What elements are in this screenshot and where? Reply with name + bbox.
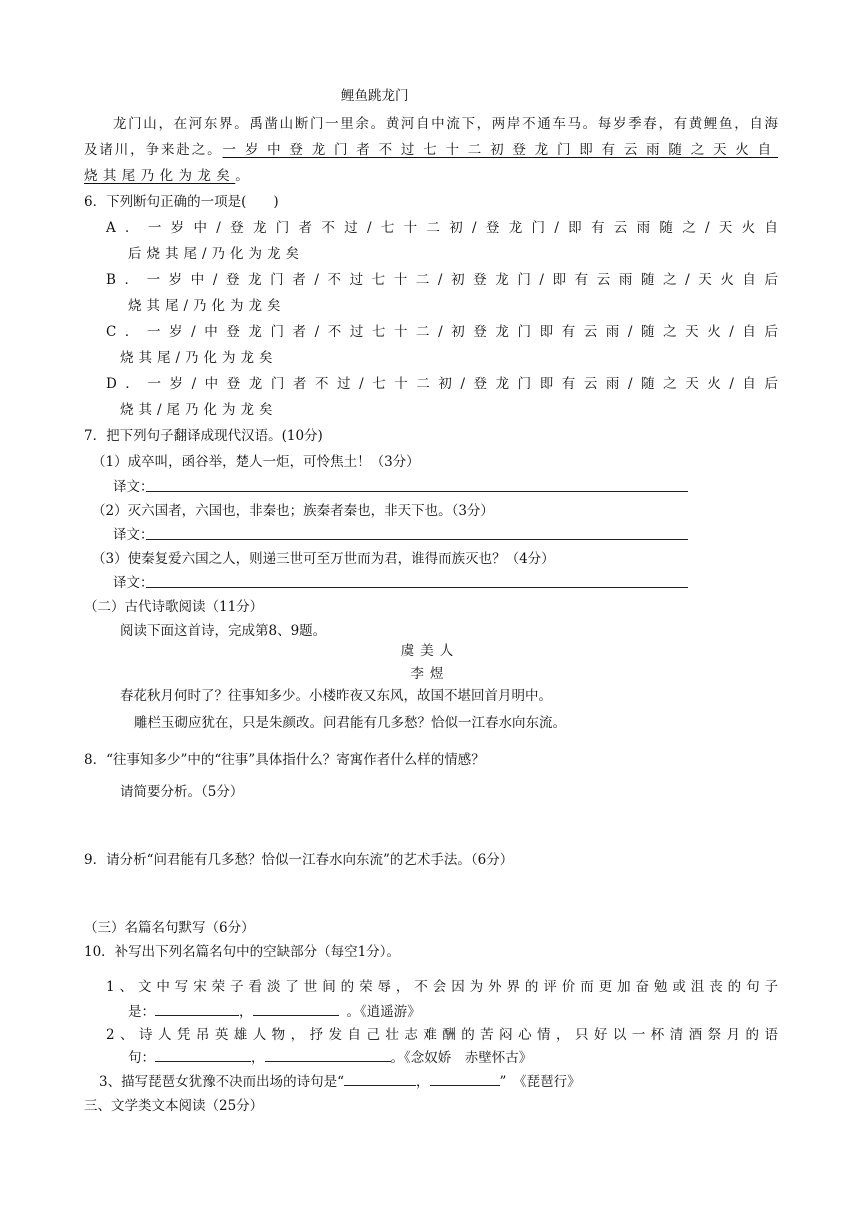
q7-item-3: （3）使秦复爱六国之人，则递三世可至万世而为君，谁得而族灭也？（4分） <box>92 551 555 567</box>
q10-item-2-suffix: 。《念奴娇 赤壁怀古》 <box>390 1050 533 1066</box>
q10-item-2-blank-2[interactable] <box>265 1049 391 1062</box>
section-3-heading: 三、文学类文本阅读（25分） <box>84 1098 264 1114</box>
q6-option-a-line2: 后烧其尾/乃化为龙矣 <box>128 246 305 262</box>
q10-item-2-blank-1[interactable] <box>155 1049 251 1062</box>
q6-option-c-line2: 烧其尾/乃化为龙矣 <box>120 350 278 366</box>
q7-item-2-label: 译文： <box>113 527 154 543</box>
q7-item-3-label: 译文： <box>113 575 154 591</box>
poem-title: 虞美人 <box>400 643 460 659</box>
poem-line-2: 雕栏玉砌应犹在，只是朱颜改。问君能有几多愁？恰似一江春水向东流。 <box>134 715 566 731</box>
q10-item-2-comma: ， <box>251 1050 265 1066</box>
q10-item-3-comma: ， <box>416 1074 430 1090</box>
q10-item-3-blank-1[interactable] <box>344 1073 416 1086</box>
poem-author: 李煜 <box>410 666 450 682</box>
q10-item-3 <box>99 1072 581 1092</box>
q7-item-1-answer-line[interactable] <box>146 491 688 492</box>
passage-line-2 <box>84 140 778 160</box>
q10-stem: 10．补写出下列名篇名句中的空缺部分（每空1分）。 <box>84 944 401 960</box>
q10-item-2-line2 <box>128 1048 532 1068</box>
q9-stem: 9．请分析“问君能有几多愁？恰似一江春水向东流”的艺术手法。（6分） <box>84 852 514 868</box>
q6-option-d-line1: D．一岁/中登龙门者不过/七十二初/登龙门即有云雨/随之天火/自后 <box>106 376 778 392</box>
poetry-section-heading: （二）古代诗歌阅读（11分） <box>84 599 264 615</box>
q10-item-1-blank-1[interactable] <box>155 1003 239 1016</box>
q6-stem: 6．下列断句正确的一项是( ) <box>84 194 279 210</box>
q6-option-b-line1: B．一岁中/登龙门者/不过七十二/初登龙门/即有云雨随之/天火自后 <box>106 272 778 288</box>
passage-line-2-underlined: 一岁中登龙门者不过七十二初登龙门即有云雨随之天火自 <box>222 142 779 158</box>
q8-stem: 8．“往事知多少”中的“往事”具体指什么？寄寓作者什么样的情感？ <box>84 752 485 768</box>
q7-item-3-answer-line[interactable] <box>146 587 688 588</box>
q10-item-3-suffix: ” 《琵琶行》 <box>499 1074 581 1090</box>
q10-item-3-prefix: 3、描写琵琶女犹豫不决而出场的诗句是“ <box>99 1074 344 1090</box>
q7-item-1-label: 译文： <box>113 479 154 495</box>
q7-item-2-answer-line[interactable] <box>146 539 688 540</box>
passage-line-1: 龙门山，在河东界。禹凿山断门一里余。黄河自中流下，两岸不通车马。每岁季春，有黄鲤鱼，自海 <box>113 116 778 132</box>
q10-item-1-blank-2[interactable] <box>253 1003 339 1016</box>
poem-line-1: 春花秋月何时了？往事知多少。小楼昨夜又东风，故国不堪回首月明中。 <box>120 688 552 704</box>
poetry-intro: 阅读下面这首诗，完成第8、9题。 <box>120 623 327 639</box>
dictation-section-heading: （三）名篇名句默写（6分） <box>84 920 255 936</box>
q8-sub: 请简要分析。（5分） <box>120 784 244 800</box>
q6-option-d-line2: 烧其/尾乃化为龙矣 <box>120 402 278 418</box>
q10-item-2-line1: 2、诗人凭吊英雄人物，抒发自己壮志难酬的苦闷心情，只好以一杯清酒祭月的语 <box>106 1027 778 1043</box>
q10-item-1-prefix: 是： <box>128 1004 155 1020</box>
passage-title: 鲤鱼跳龙门 <box>341 88 409 104</box>
q10-item-1-comma: ， <box>239 1004 253 1020</box>
passage-line-3-tail: 。 <box>235 168 249 184</box>
q10-item-1-line1: 1、文中写宋荣子看淡了世间的荣辱，不会因为外界的评价而更加奋勉或沮丧的句子 <box>106 979 778 995</box>
q10-item-1-suffix: 。《逍遥游》 <box>346 1004 421 1020</box>
passage-line-3 <box>84 166 249 186</box>
q10-item-1-line2 <box>128 1002 421 1022</box>
q7-item-2: （2）灭六国者，六国也，非秦也；族秦者秦也，非天下也。（3分） <box>92 503 494 519</box>
q10-item-3-blank-2[interactable] <box>430 1073 500 1086</box>
q7-item-1: （1）成卒叫，函谷举，楚人一炬，可怜焦土！（3分） <box>92 454 420 470</box>
q6-option-c-line1: C．一岁/中登龙门者/不过七十二/初登龙门即有云雨/随之天火/自后 <box>106 324 778 340</box>
q10-item-2-prefix: 句： <box>128 1050 155 1066</box>
q7-stem: 7．把下列句子翻译成现代汉语。(10分) <box>84 428 323 444</box>
passage-line-3-underlined: 烧其尾乃化为龙矣 <box>84 168 236 184</box>
passage-line-2-plain: 及诸川，争来赴之。 <box>84 142 223 158</box>
q6-option-b-line2: 烧其尾/乃化为龙矣 <box>128 298 286 314</box>
q6-option-a-line1: A．一岁中/登龙门者不过/七十二初/登龙门/即有云雨随之/天火自 <box>106 220 778 236</box>
